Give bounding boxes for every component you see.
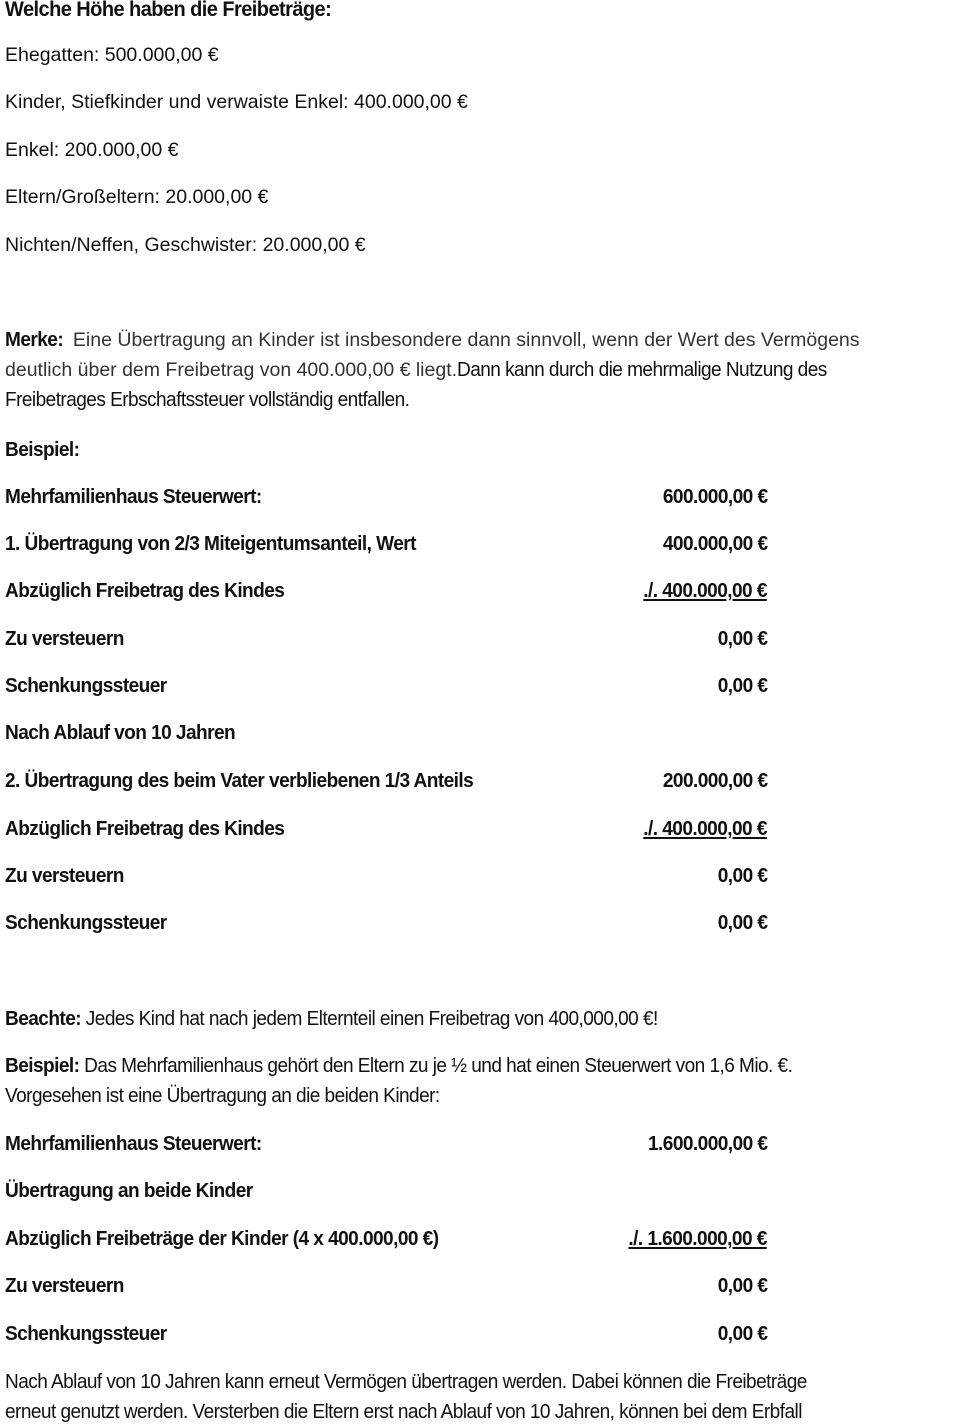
row-value: 200.000,00 € <box>662 769 767 792</box>
row-value: 600.000,00 € <box>662 485 767 508</box>
row-value: 0,00 € <box>717 1322 767 1345</box>
note-label: Beachte: <box>5 1007 82 1030</box>
example2-intro <box>5 1054 792 1078</box>
row-label: Abzüglich Freibetrag des Kindes <box>5 579 285 602</box>
closing-line-2: erneut genutzt werden. Versterben die Eltern erst nach Ablauf von 10 Jahren, können bei dem Erbfall <box>5 1400 802 1423</box>
row-label: Zu versteuern <box>5 627 124 650</box>
closing-line-1: Nach Ablauf von 10 Jahren kann erneut Vermögen übertragen werden. Dabei können die Freibeträge <box>5 1370 807 1393</box>
merke-text: deutlich über dem Freibetrag von 400.000,00 € liegt. <box>5 359 458 381</box>
row-label: Übertragung an beide Kinder <box>5 1179 253 1202</box>
row-label: Schenkungssteuer <box>5 674 167 697</box>
row-label: 2. Übertragung des beim Vater verbliebenen 1/3 Anteils <box>5 769 474 792</box>
example2-intro-2: Vorgesehen ist eine Übertragung an die beiden Kinder: <box>5 1084 440 1107</box>
row-value: 0,00 € <box>717 1274 767 1297</box>
row-label: Schenkungssteuer <box>5 1322 167 1345</box>
row-value: ./. 400.000,00 € <box>643 817 767 840</box>
row-label: Schenkungssteuer <box>5 911 167 934</box>
row-label: Zu versteuern <box>5 864 124 887</box>
row-label: Zu versteuern <box>5 1274 124 1297</box>
allowance-parents: Eltern/Großeltern: 20.000,00 € <box>5 186 269 208</box>
note <box>5 1007 658 1031</box>
row-value: 0,00 € <box>717 627 767 650</box>
merke-text: Dann kann durch die mehrmalige Nutzung des <box>457 358 827 381</box>
allowance-children: Kinder, Stiefkinder und verwaiste Enkel: 400.000,00 € <box>5 91 468 113</box>
row-value: 1.600.000,00 € <box>647 1132 767 1155</box>
merke-text: Eine Übertragung an Kinder ist insbesondere dann sinnvoll, wenn der Wert des Vermögens <box>67 329 860 351</box>
merke-label: Merke: <box>5 328 64 351</box>
row-value: 0,00 € <box>717 674 767 697</box>
merke-line-2 <box>5 358 855 382</box>
allowance-spouse: Ehegatten: 500.000,00 € <box>5 44 219 66</box>
row-value: 400.000,00 € <box>662 532 767 555</box>
merke-line-1 <box>5 328 860 352</box>
row-value: ./. 400.000,00 € <box>643 579 767 602</box>
row-label: Mehrfamilienhaus Steuerwert: <box>5 1132 262 1155</box>
example2-label: Beispiel: <box>5 1054 80 1077</box>
row-label: Abzüglich Freibeträge der Kinder (4 x 400.000,00 €) <box>5 1227 439 1250</box>
merke-line-3: Freibetrages Erbschaftssteuer vollständig entfallen. <box>5 388 410 411</box>
heading: Welche Höhe haben die Freibeträge: <box>5 0 332 21</box>
note-text: Jedes Kind hat nach jedem Elternteil einen Freibetrag von 400,000,00 €! <box>81 1007 658 1030</box>
allowance-siblings: Nichten/Neffen, Geschwister: 20.000,00 € <box>5 234 366 256</box>
example2-text: Das Mehrfamilienhaus gehört den Eltern zu je ½ und hat einen Steuerwert von 1,6 Mio. €. <box>79 1054 793 1077</box>
row-label: Abzüglich Freibetrag des Kindes <box>5 817 285 840</box>
row-value: 0,00 € <box>717 864 767 887</box>
row-label: 1. Übertragung von 2/3 Miteigentumsanteil, Wert <box>5 532 416 555</box>
example1-title: Beispiel: <box>5 438 80 461</box>
row-value: ./. 1.600.000,00 € <box>628 1227 767 1250</box>
row-label: Mehrfamilienhaus Steuerwert: <box>5 485 262 508</box>
row-label: Nach Ablauf von 10 Jahren <box>5 721 236 744</box>
row-value: 0,00 € <box>717 911 767 934</box>
allowance-grandchildren: Enkel: 200.000,00 € <box>5 139 179 161</box>
